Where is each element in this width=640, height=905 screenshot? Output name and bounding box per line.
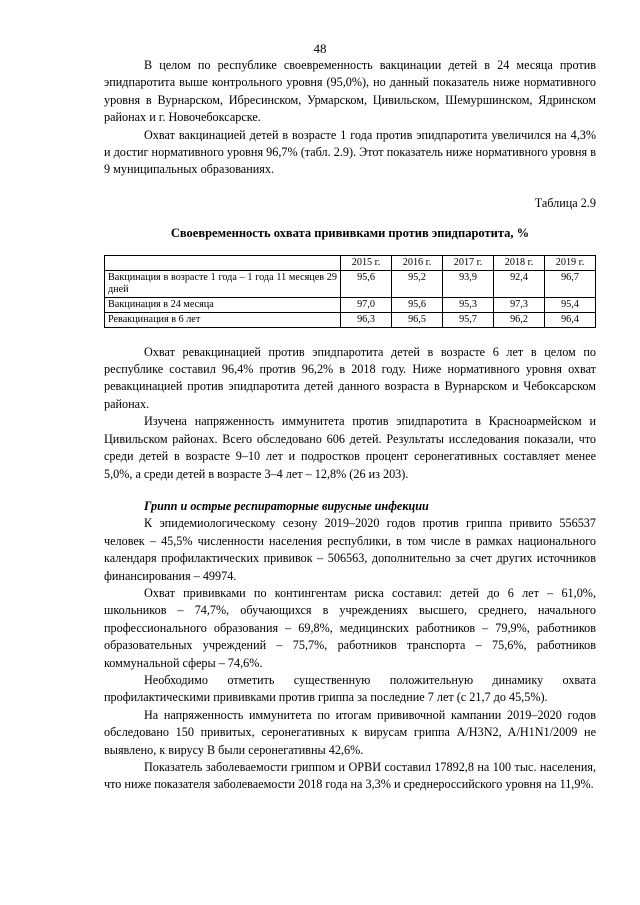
table-cell: 96,2 [494, 312, 545, 327]
table-cell: 96,4 [545, 312, 596, 327]
table-cell: 95,2 [392, 270, 443, 297]
paragraph: На напряженность иммунитета по итогам прививочной кампании 2019–2020 годов обследовано 150 привитых, серонегативных к вирусам гриппа A/H3N2, A/H1N1/2009 не выявлено, к вирусу В были серонегативны 42,6%. [104, 707, 596, 757]
paragraph: Показатель заболеваемости гриппом и ОРВИ составил 17892,8 на 100 тыс. населения, что ниже показателя заболеваемости 2018 года на 3,3% и среднероссийского уровня на 11,9%. [104, 760, 596, 792]
table-cell: 96,3 [341, 312, 392, 327]
year-header: 2019 г. [545, 255, 596, 270]
table-cell: 96,7 [545, 270, 596, 297]
page-number: 48 [313, 41, 327, 56]
paragraph: Охват вакцинацией детей в возрасте 1 года против эпидпаротита увеличился на 4,3% и достиг нормативного уровня 96,7% (табл. 2.9). Этот показатель ниже нормативного уровня в 9 муниципальных образованиях. [104, 127, 596, 177]
table-cell: 93,9 [443, 270, 494, 297]
table-cell: 97,0 [341, 297, 392, 312]
year-header: 2018 г. [494, 255, 545, 270]
table-cell: 96,5 [392, 312, 443, 327]
table-row [105, 270, 596, 297]
paragraph: В целом по республике своевременность вакцинации детей в 24 месяца против эпидпаротита выше контрольного уровня (95,0%), но данный показатель ниже нормативного уровня в Вурнарском, Ибресинском, Урмарском, Цивильском, Шемуршинском, Ядринском районах и г. Новочебоксарске. [104, 58, 596, 125]
table-cell: 95,6 [392, 297, 443, 312]
immunization-table [104, 255, 596, 328]
table-row [105, 297, 596, 312]
table-cell: 95,4 [545, 297, 596, 312]
table-cell: 95,3 [443, 297, 494, 312]
paragraph: К эпидемиологическому сезону 2019–2020 годов против гриппа привито 556537 человек – 45,5% численности населения республики, в том числе в рамках национального календаря профилактических прививок – 506563, дополнительно за счет других источников финансирования – 49974. [104, 516, 596, 583]
table-title: Своевременность охвата прививками против эпидпаротита, % [170, 226, 530, 241]
paragraph: Изучена напряженность иммунитета против эпидпаротита в Красноармейском и Цивильском районах. Всего обследовано 606 детей. Результаты исследования показали, что среди детей в возрасте 9–10 лет и подростков процент серонегативных составляет менее 5,0%, а среди детей в возрасте 3–4 лет – 12,8% (26 из 203). [104, 414, 596, 481]
table-row [105, 312, 596, 327]
table-cell: 97,3 [494, 297, 545, 312]
table-cell: 92,4 [494, 270, 545, 297]
table-cell: 95,7 [443, 312, 494, 327]
table-caption: Таблица 2.9 [534, 195, 596, 210]
paragraph: Охват ревакцинацией против эпидпаротита детей в возрасте 6 лет в целом по республике составил 96,4% против 96,2% в 2018 году. Ниже нормативного уровня охват ревакцинацией против эпидпаротита детей данного возраста в Вурнарском и Чебоксарском районах. [104, 344, 596, 411]
section-heading: Грипп и острые респираторные вирусные инфекции [144, 498, 429, 513]
paragraph: Необходимо отметить существенную положительную динамику охвата профилактическими прививками против гриппа за последние 7 лет (с 21,7 до 45,5%). [104, 672, 596, 705]
row-label: Вакцинация в 24 месяца [105, 297, 341, 312]
year-header: 2016 г. [392, 255, 443, 270]
table-header-row [105, 255, 596, 270]
year-header: 2017 г. [443, 255, 494, 270]
row-label: Вакцинация в возрасте 1 года – 1 года 11 месяцев 29 дней [105, 270, 341, 297]
year-header: 2015 г. [341, 255, 392, 270]
row-label: Ревакцинация в 6 лет [105, 312, 341, 327]
table-corner-cell [105, 255, 341, 270]
table-cell: 95,6 [341, 270, 392, 297]
paragraph: Охват прививками по контингентам риска составил: детей до 6 лет – 61,0%, школьников – 74,7%, обучающихся в учреждениях высшего, среднего, начального профессионального образования – 69,8%, медицинских работников – 79,9%, работников образовательных учреждений – 75,7%, работников транспорта – 75,6%, работников коммунальной сферы – 74,6%. [104, 585, 596, 670]
page-content [104, 57, 596, 794]
